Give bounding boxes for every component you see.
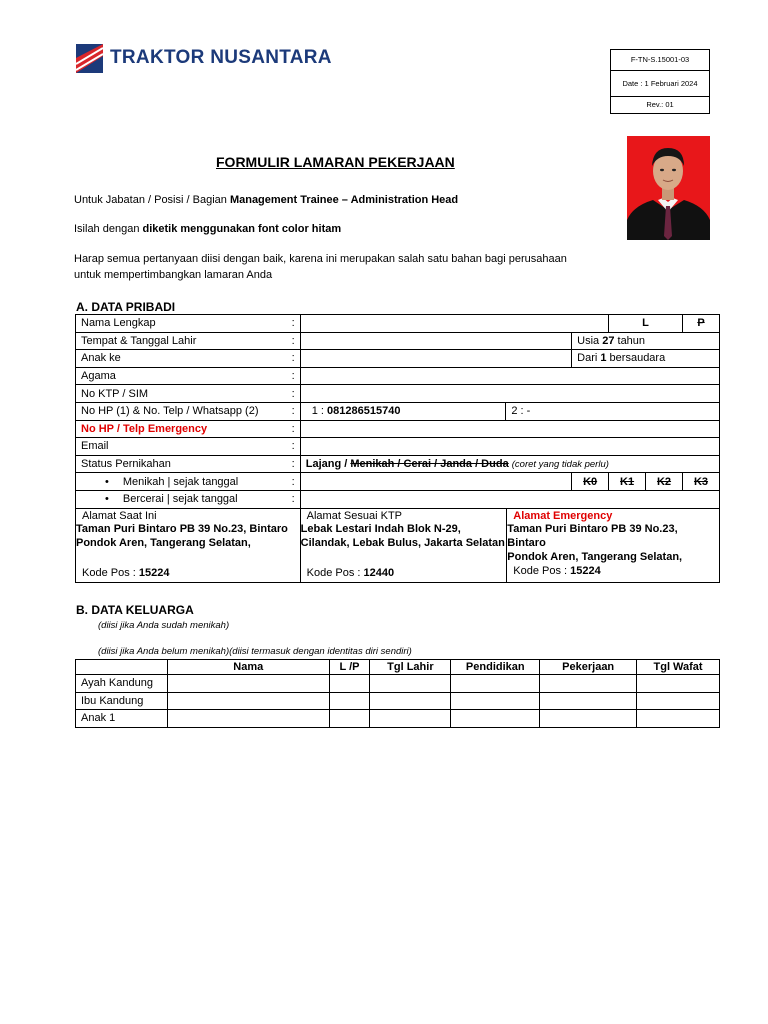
applicant-photo: [627, 136, 710, 240]
row-email: Email :: [76, 438, 720, 456]
row-agama: Agama :: [76, 367, 720, 385]
instruction-line: [74, 221, 341, 237]
label-address-current: Alamat Saat Ini: [82, 510, 157, 522]
input-emergency[interactable]: [300, 420, 719, 438]
bullet-bercerai: •: [105, 493, 109, 506]
label-ktp: No KTP / SIM: [81, 387, 149, 400]
row-label-anak-1: Anak 1: [76, 710, 168, 728]
col-tgl-lahir: Tgl Lahir: [370, 660, 451, 675]
input-hp2[interactable]: 2 : -: [506, 402, 720, 420]
input-ktp[interactable]: [300, 385, 719, 403]
label-address-emergency: Alamat Emergency: [513, 510, 613, 522]
note-married: (diisi jika Anda sudah menikah): [98, 620, 230, 631]
label-agama: Agama: [81, 370, 116, 383]
instruction-value: diketik menggunakan font color hitam: [142, 223, 342, 235]
input-menikah[interactable]: [300, 473, 571, 491]
doc-rev: Rev.: 01: [611, 97, 710, 114]
row-ttl: Tempat & Tanggal Lahir : Usia 27 tahun: [76, 332, 720, 350]
status-lajang: Lajang /: [305, 458, 348, 471]
label-address-ktp: Alamat Sesuai KTP: [306, 510, 403, 522]
bullet-menikah: •: [105, 475, 109, 488]
company-name: TRAKTOR NUSANTARA: [110, 47, 332, 68]
company-logo-icon: [76, 44, 103, 73]
row-label-ayah: Ayah Kandung: [76, 675, 168, 693]
label-ttl: Tempat & Tanggal Lahir: [81, 334, 197, 347]
family-header-row: [76, 660, 720, 675]
form-title: FORMULIR LAMARAN PEKERJAAN: [216, 154, 455, 170]
usia-cell[interactable]: Usia 27 tahun: [572, 332, 720, 350]
label-anak-ke: Anak ke: [81, 352, 121, 365]
k2-option[interactable]: K2: [646, 473, 683, 491]
personal-data-table: [75, 314, 720, 509]
k0-option[interactable]: K0: [572, 473, 609, 491]
note-line-2: untuk mempertimbangkan lamaran Anda: [74, 269, 273, 281]
family-table: [75, 659, 720, 728]
gender-l[interactable]: L: [609, 315, 683, 333]
gender-p[interactable]: P: [683, 315, 720, 333]
input-bercerai[interactable]: [300, 490, 719, 508]
bersaudara-cell[interactable]: Dari 1 bersaudara: [572, 350, 720, 368]
label-hp: No HP (1) & No. Telp / Whatsapp (2): [81, 405, 259, 418]
table-row: [76, 675, 720, 693]
kodepos-emergency: 15224: [570, 565, 601, 577]
table-row: [76, 692, 720, 710]
input-hp1[interactable]: 1 : 081286515740: [300, 402, 506, 420]
position-line: [74, 192, 458, 208]
bersaudara-value: 1: [600, 352, 607, 365]
row-ktp: No KTP / SIM :: [76, 385, 720, 403]
label-bercerai: Bercerai | sejak tanggal: [122, 493, 238, 506]
input-email[interactable]: [300, 438, 719, 456]
doc-code: F-TN-S.15001-03: [611, 50, 710, 71]
input-status[interactable]: [300, 455, 719, 473]
label-emergency: No HP / Telp Emergency: [81, 422, 208, 435]
position-value: Management Trainee – Administration Head: [229, 194, 459, 206]
row-status: Status Pernikahan : Lajang / Menikah / Cerai / Janda / Duda (coret yang tidak perlu): [76, 455, 720, 473]
status-struck: Menikah / Cerai / Janda / Duda: [350, 458, 509, 471]
col-pekerjaan: Pekerjaan: [540, 660, 637, 675]
col-nama: Nama: [167, 660, 329, 675]
note-line-1: Harap semua pertanyaan diisi dengan baik, karena ini merupakan salah satu bahan bagi perusahaan: [74, 253, 567, 265]
col-pendidikan: Pendidikan: [451, 660, 540, 675]
input-ttl[interactable]: [300, 332, 571, 350]
row-hp: No HP (1) & No. Telp / Whatsapp (2) : 1 : 081286515740 2 : -: [76, 402, 720, 420]
position-label: Untuk Jabatan / Posisi / Bagian: [74, 194, 230, 206]
col-lp: L /P: [329, 660, 370, 675]
table-row: [76, 710, 720, 728]
address-table: [75, 508, 720, 583]
address-ktp[interactable]: Alamat Sesuai KTP Lebak Lestari Indah Blok N-29, Cilandak, Lebak Bulus, Jakarta Selatan Kode Pos : 12440: [300, 509, 507, 583]
input-anak-ke[interactable]: [300, 350, 571, 368]
row-menikah: • Menikah | sejak tanggal : K0 K1 K2 K3: [76, 473, 720, 491]
document-control-box: [610, 49, 710, 114]
row-emergency: No HP / Telp Emergency :: [76, 420, 720, 438]
label-nama: Nama Lengkap: [81, 317, 156, 330]
section-b-title: B. DATA KELUARGA: [76, 603, 194, 617]
address-current[interactable]: Alamat Saat Ini Taman Puri Bintaro PB 39 No.23, Bintaro Pondok Aren, Tangerang Selatan, Kode Pos : 15224: [76, 509, 301, 583]
row-bercerai: • Bercerai | sejak tanggal :: [76, 490, 720, 508]
input-nama[interactable]: [300, 315, 608, 333]
kodepos-current: 15224: [138, 567, 170, 579]
k3-option[interactable]: K3: [683, 473, 720, 491]
row-anak-ke: Anak ke : Dari 1 bersaudara: [76, 350, 720, 368]
note-single: (diisi jika Anda belum menikah)(diisi termasuk dengan identitas diri sendiri): [98, 646, 412, 657]
hp1-value: 081286515740: [327, 405, 401, 418]
k1-option[interactable]: K1: [609, 473, 646, 491]
label-status: Status Pernikahan: [81, 458, 171, 471]
label-email: Email: [81, 440, 109, 453]
address-emergency[interactable]: Alamat Emergency Taman Puri Bintaro PB 39 No.23, Bintaro Pondok Aren, Tangerang Selatan, Kode Pos : 15224: [507, 509, 720, 583]
input-agama[interactable]: [300, 367, 719, 385]
doc-date: Date : 1 Februari 2024: [611, 71, 710, 97]
row-label-ibu: Ibu Kandung: [76, 692, 168, 710]
instruction-label: Isilah dengan: [74, 223, 143, 235]
col-tgl-wafat: Tgl Wafat: [637, 660, 720, 675]
section-a-title: A. DATA PRIBADI: [76, 300, 176, 314]
kodepos-ktp: 12440: [363, 567, 395, 579]
status-note: (coret yang tidak perlu): [511, 459, 609, 471]
row-nama: Nama Lengkap : L P: [76, 315, 720, 333]
usia-value: 27: [602, 334, 615, 347]
label-menikah: Menikah | sejak tanggal: [122, 475, 239, 488]
